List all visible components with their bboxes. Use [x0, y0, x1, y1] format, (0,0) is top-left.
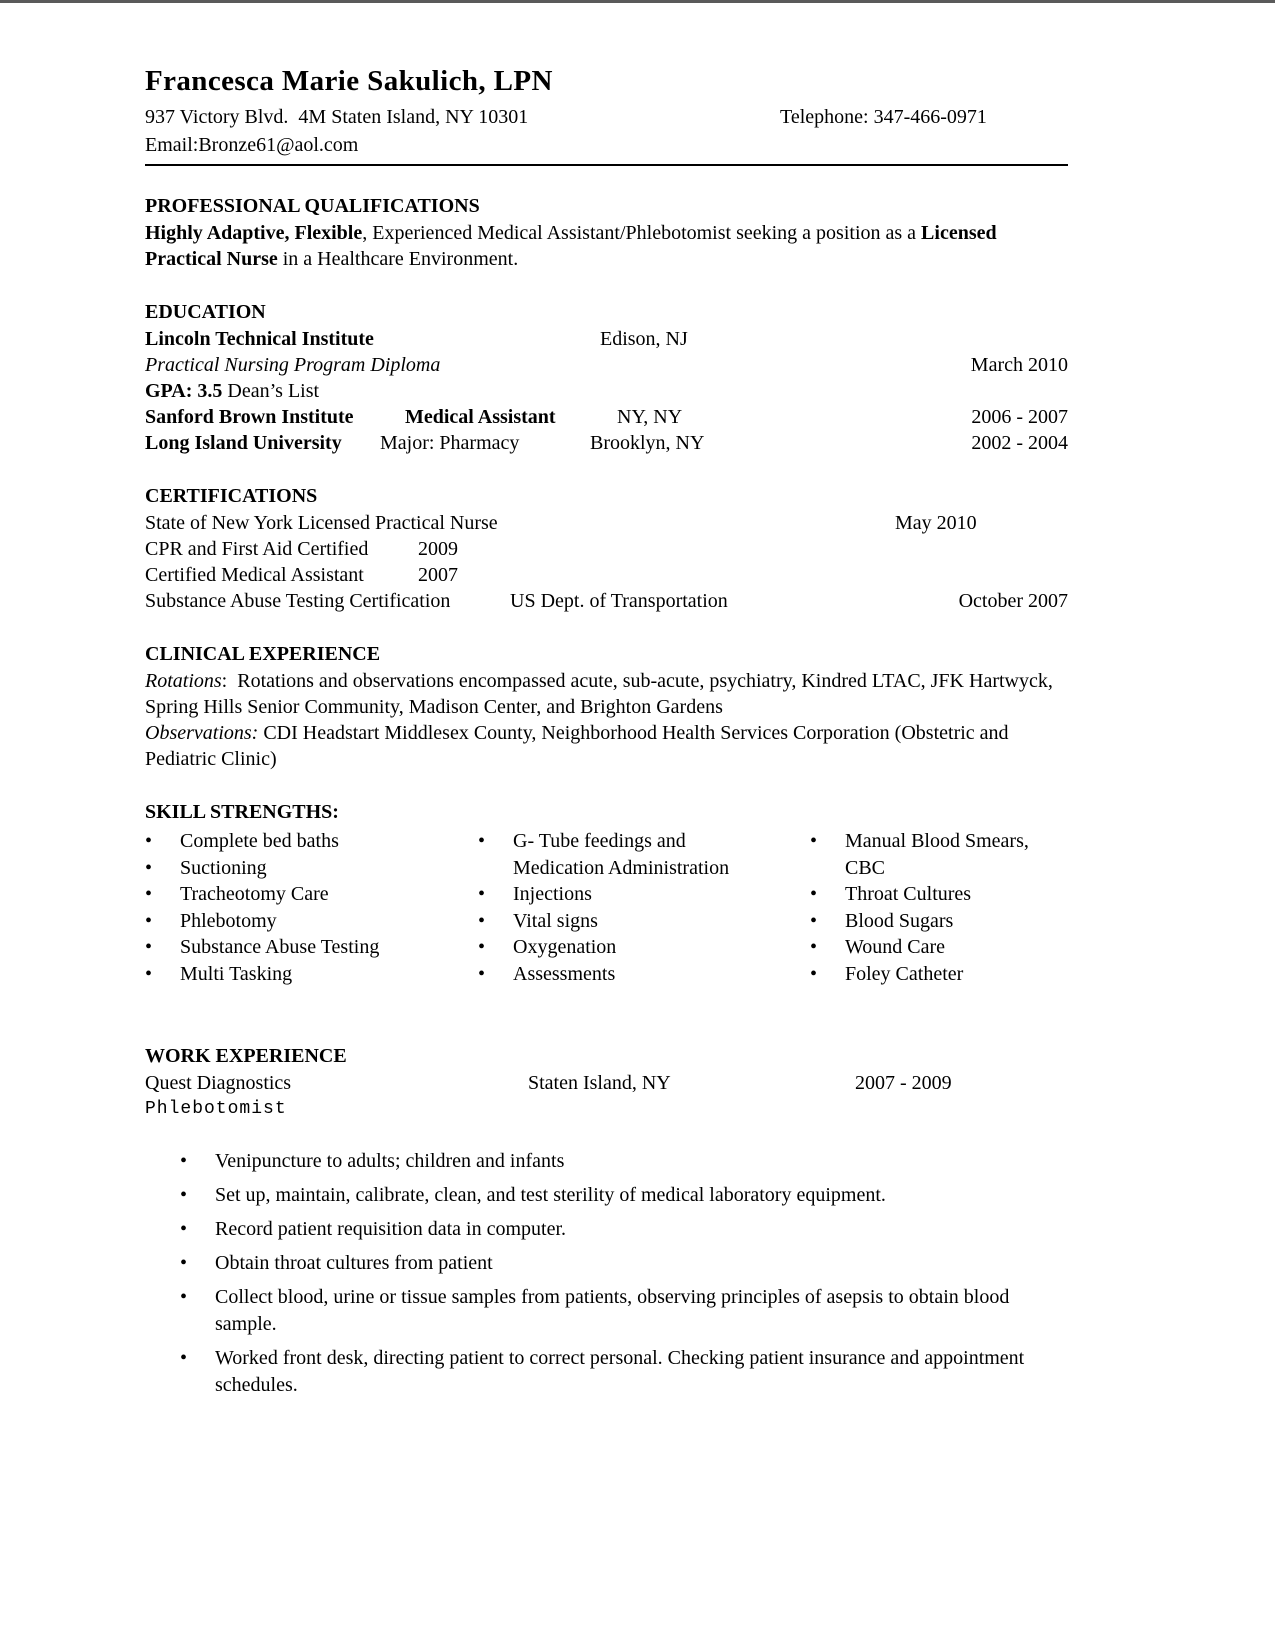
school-location: Brooklyn, NY — [590, 432, 705, 454]
observations-paragraph — [145, 720, 1068, 772]
observations-text: CDI Headstart Middlesex County, Neighborhood Health Services Corporation (Obstetric and Pediatric Clinic) — [145, 722, 1014, 770]
skill-item: • G- Tube feedings and Medication Administration — [478, 828, 758, 881]
skill-item: • Foley Catheter — [810, 961, 1060, 988]
header-divider — [145, 164, 1068, 166]
skill-item: • Tracheotomy Care — [145, 881, 478, 908]
section-education — [145, 299, 1068, 456]
email: Email:Bronze61@aol.com — [145, 134, 359, 156]
person-name: Francesca Marie Sakulich, LPN — [145, 65, 553, 97]
employer-location: Staten Island, NY — [528, 1072, 671, 1094]
certification-row — [145, 588, 1068, 614]
work-duty-item: • Set up, maintain, calibrate, clean, and test sterility of medical laboratory equipment. — [145, 1182, 1068, 1209]
skill-item: • Wound Care — [810, 934, 1060, 961]
certification-row — [145, 562, 1068, 588]
education-title: EDUCATION — [145, 301, 266, 323]
skill-item: • Multi Tasking — [145, 961, 478, 988]
section-clinical-experience — [145, 641, 1068, 772]
school-name: Sanford Brown Institute — [145, 406, 354, 428]
education-row — [145, 430, 1068, 456]
skill-item: • Oxygenation — [478, 934, 758, 961]
program-name: Major: Pharmacy — [380, 432, 520, 454]
rotations-paragraph — [145, 668, 1068, 720]
rotations-label: Rotations — [145, 670, 222, 692]
honors: Dean’s List — [227, 380, 320, 402]
certification-name: Substance Abuse Testing Certification — [145, 590, 451, 612]
gpa: GPA: 3.5 — [145, 380, 223, 402]
section-work-experience — [145, 1043, 1068, 1399]
program-name: Medical Assistant — [405, 406, 556, 428]
school-name: Long Island University — [145, 432, 342, 454]
section-certifications — [145, 483, 1068, 614]
skills-column-2 — [478, 828, 810, 987]
work-duty-item: • Venipuncture to adults; children and infants — [145, 1148, 1068, 1175]
skills-column-3 — [810, 828, 1068, 987]
program-date: March 2010 — [970, 354, 1068, 376]
qualifications-mid: , Experienced Medical Assistant/Phlebotomist seeking a position as a — [362, 222, 922, 244]
certification-date: 2007 — [418, 564, 458, 586]
program-name: Practical Nursing Program Diploma — [145, 354, 441, 376]
skill-item: • Substance Abuse Testing — [145, 934, 478, 961]
job-title: Phlebotomist — [145, 1099, 287, 1119]
education-row — [145, 326, 1068, 352]
certification-name: State of New York Licensed Practical Nurse — [145, 512, 498, 534]
education-row — [145, 378, 1068, 404]
skill-item: • Assessments — [478, 961, 758, 988]
skill-item: • Complete bed baths — [145, 828, 478, 855]
resume-header — [145, 62, 1068, 166]
certification-date: 2009 — [418, 538, 458, 560]
employer-name: Quest Diagnostics — [145, 1072, 292, 1094]
certification-row — [145, 510, 1068, 536]
school-dates: 2002 - 2004 — [971, 432, 1068, 454]
work-duty-item: • Obtain throat cultures from patient — [145, 1250, 1068, 1277]
certifications-title: CERTIFICATIONS — [145, 485, 318, 507]
certification-name: CPR and First Aid Certified — [145, 538, 369, 560]
school-location: Edison, NJ — [600, 328, 688, 350]
school-location: NY, NY — [617, 406, 683, 428]
skill-item: • Throat Cultures — [810, 881, 1060, 908]
certification-org: US Dept. of Transportation — [510, 590, 728, 612]
skills-column-1 — [145, 828, 478, 987]
clinical-title: CLINICAL EXPERIENCE — [145, 643, 381, 665]
school-dates: 2006 - 2007 — [971, 406, 1068, 428]
telephone: Telephone: 347-466-0971 — [780, 106, 987, 128]
scan-edge — [0, 0, 1275, 3]
work-duty-item: • Collect blood, urine or tissue samples from patients, observing principles of asepsis to obtain blood sample. — [145, 1284, 1068, 1338]
certification-date: October 2007 — [958, 590, 1068, 612]
rotations-colon: : — [221, 670, 228, 692]
certification-date: May 2010 — [895, 512, 977, 534]
qualifications-tail: in a Healthcare Environment. — [277, 248, 519, 270]
skill-item: • Vital signs — [478, 908, 758, 935]
skill-item: • Manual Blood Smears, CBC — [810, 828, 1060, 881]
employer-row — [145, 1070, 1068, 1096]
qualifications-lead: Highly Adaptive, Flexible — [145, 222, 363, 244]
work-duties-list — [145, 1148, 1068, 1399]
employment-dates: 2007 - 2009 — [855, 1072, 952, 1094]
skills-columns — [145, 828, 1068, 987]
certification-name: Certified Medical Assistant — [145, 564, 364, 586]
address: 937 Victory Blvd. 4M Staten Island, NY 10301 — [145, 106, 529, 128]
skill-item: • Phlebotomy — [145, 908, 478, 935]
section-skills — [145, 799, 1068, 987]
contact-row — [145, 104, 1068, 132]
section-qualifications — [145, 193, 1068, 272]
skill-item: • Injections — [478, 881, 758, 908]
rotations-text: Rotations and observations encompassed acute, sub-acute, psychiatry, Kindred LTAC, JFK Hartwyck, Spring Hills Senior Community, Madison Center, and Brighton Gardens — [145, 670, 1058, 718]
skills-title: SKILL STRENGTHS: — [145, 801, 339, 823]
skill-item: • Suctioning — [145, 855, 478, 882]
education-row — [145, 352, 1068, 378]
qualifications-paragraph — [145, 220, 1068, 272]
work-title: WORK EXPERIENCE — [145, 1045, 347, 1067]
certification-row — [145, 536, 1068, 562]
education-row — [145, 404, 1068, 430]
work-duty-item: • Record patient requisition data in computer. — [145, 1216, 1068, 1243]
qualifications-title: PROFESSIONAL QUALIFICATIONS — [145, 195, 480, 217]
skill-item: • Blood Sugars — [810, 908, 1060, 935]
qualifications-role: Licensed Practical Nurse — [145, 222, 997, 270]
resume-content — [145, 62, 1068, 1406]
work-duty-item: • Worked front desk, directing patient to correct personal. Checking patient insurance and appointment schedules. — [145, 1345, 1068, 1399]
school-name: Lincoln Technical Institute — [145, 328, 374, 350]
observations-label: Observations: — [145, 722, 259, 744]
